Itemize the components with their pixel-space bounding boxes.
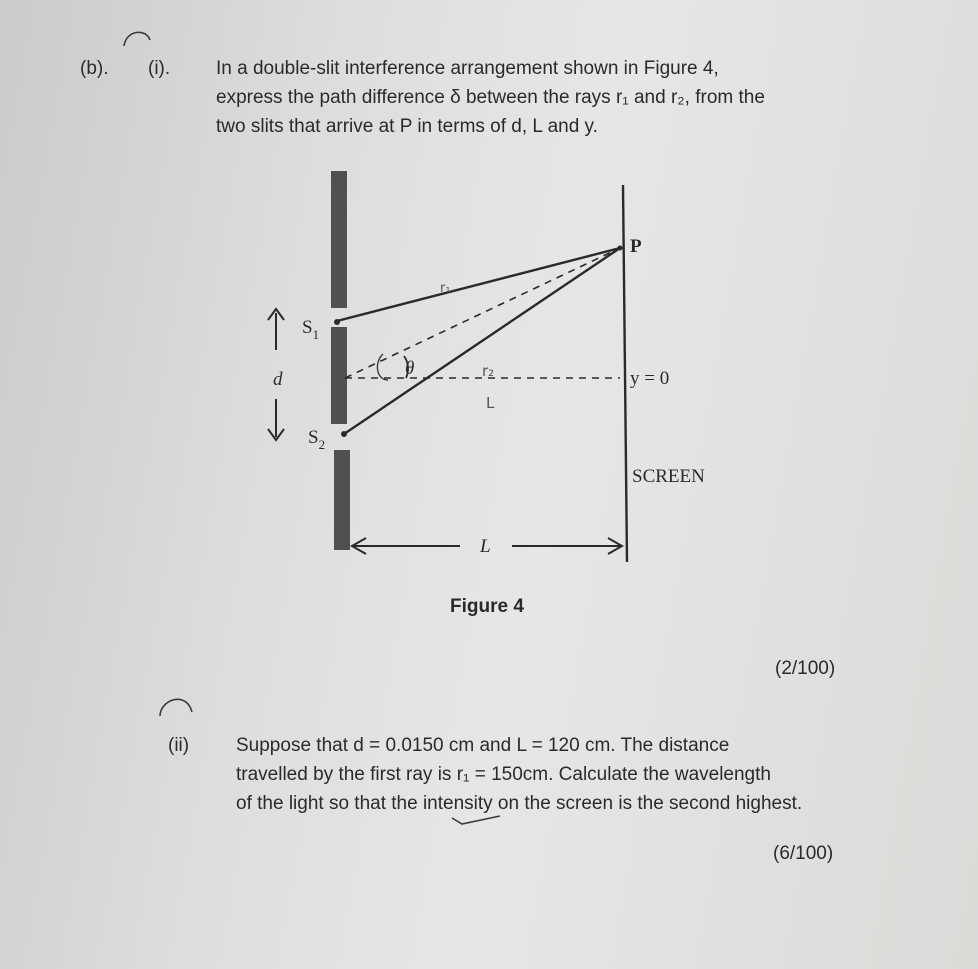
part-b-label: (b).: [80, 58, 109, 79]
barrier-bottom: [334, 450, 350, 550]
sub-question-ii-number: (ii): [168, 735, 190, 756]
slit-s1-dot: [334, 319, 340, 325]
pencil-theta-mark: [377, 354, 388, 380]
y0-label: y = 0: [630, 368, 670, 389]
barrier-top: [331, 171, 347, 308]
handwritten-r1: r₁: [440, 281, 451, 296]
sub-question-i-number: (i).: [148, 58, 171, 79]
theta-label: θ: [405, 358, 415, 379]
ray-r1: [337, 248, 620, 321]
figure-caption: Figure 4: [450, 596, 524, 617]
p-label: P: [630, 236, 642, 257]
screen-label: SCREEN: [632, 466, 705, 487]
handwritten-L: L: [486, 394, 495, 412]
point-p-dot: [618, 246, 623, 251]
barrier-middle: [331, 327, 347, 424]
marks-part-i: (2/100): [775, 658, 836, 679]
question-ii-line-3: of the light so that the intensity on the screen is the second highest.: [236, 793, 803, 814]
question-i-line-1: In a double-slit interference arrangement shown in Figure 4,: [216, 58, 719, 79]
handwritten-r2: r₂: [482, 362, 495, 380]
question-i-line-3: two slits that arrive at P in terms of d, L and y.: [216, 116, 598, 137]
pencil-mark-b: [124, 32, 150, 46]
d-label: d: [273, 369, 283, 390]
pencil-mark-ii: [160, 699, 192, 716]
L-label: L: [480, 536, 491, 557]
question-ii-line-2: travelled by the first ray is r₁ = 150cm. Calculate the wavelength: [236, 764, 771, 785]
center-ray-dashed: [345, 248, 620, 378]
ray-r2: [344, 248, 620, 434]
question-ii-line-1: Suppose that d = 0.0150 cm and L = 120 cm. The distance: [236, 735, 730, 756]
s1-label: $S_1$: [302, 317, 320, 342]
slit-s2-dot: [341, 431, 347, 437]
marks-part-ii: (6/100): [773, 843, 834, 864]
question-i-line-2: express the path difference δ between the rays r₁ and r₂, from the: [216, 87, 765, 108]
screen-line: [623, 185, 627, 562]
s2-label: $S_2$: [308, 427, 326, 452]
